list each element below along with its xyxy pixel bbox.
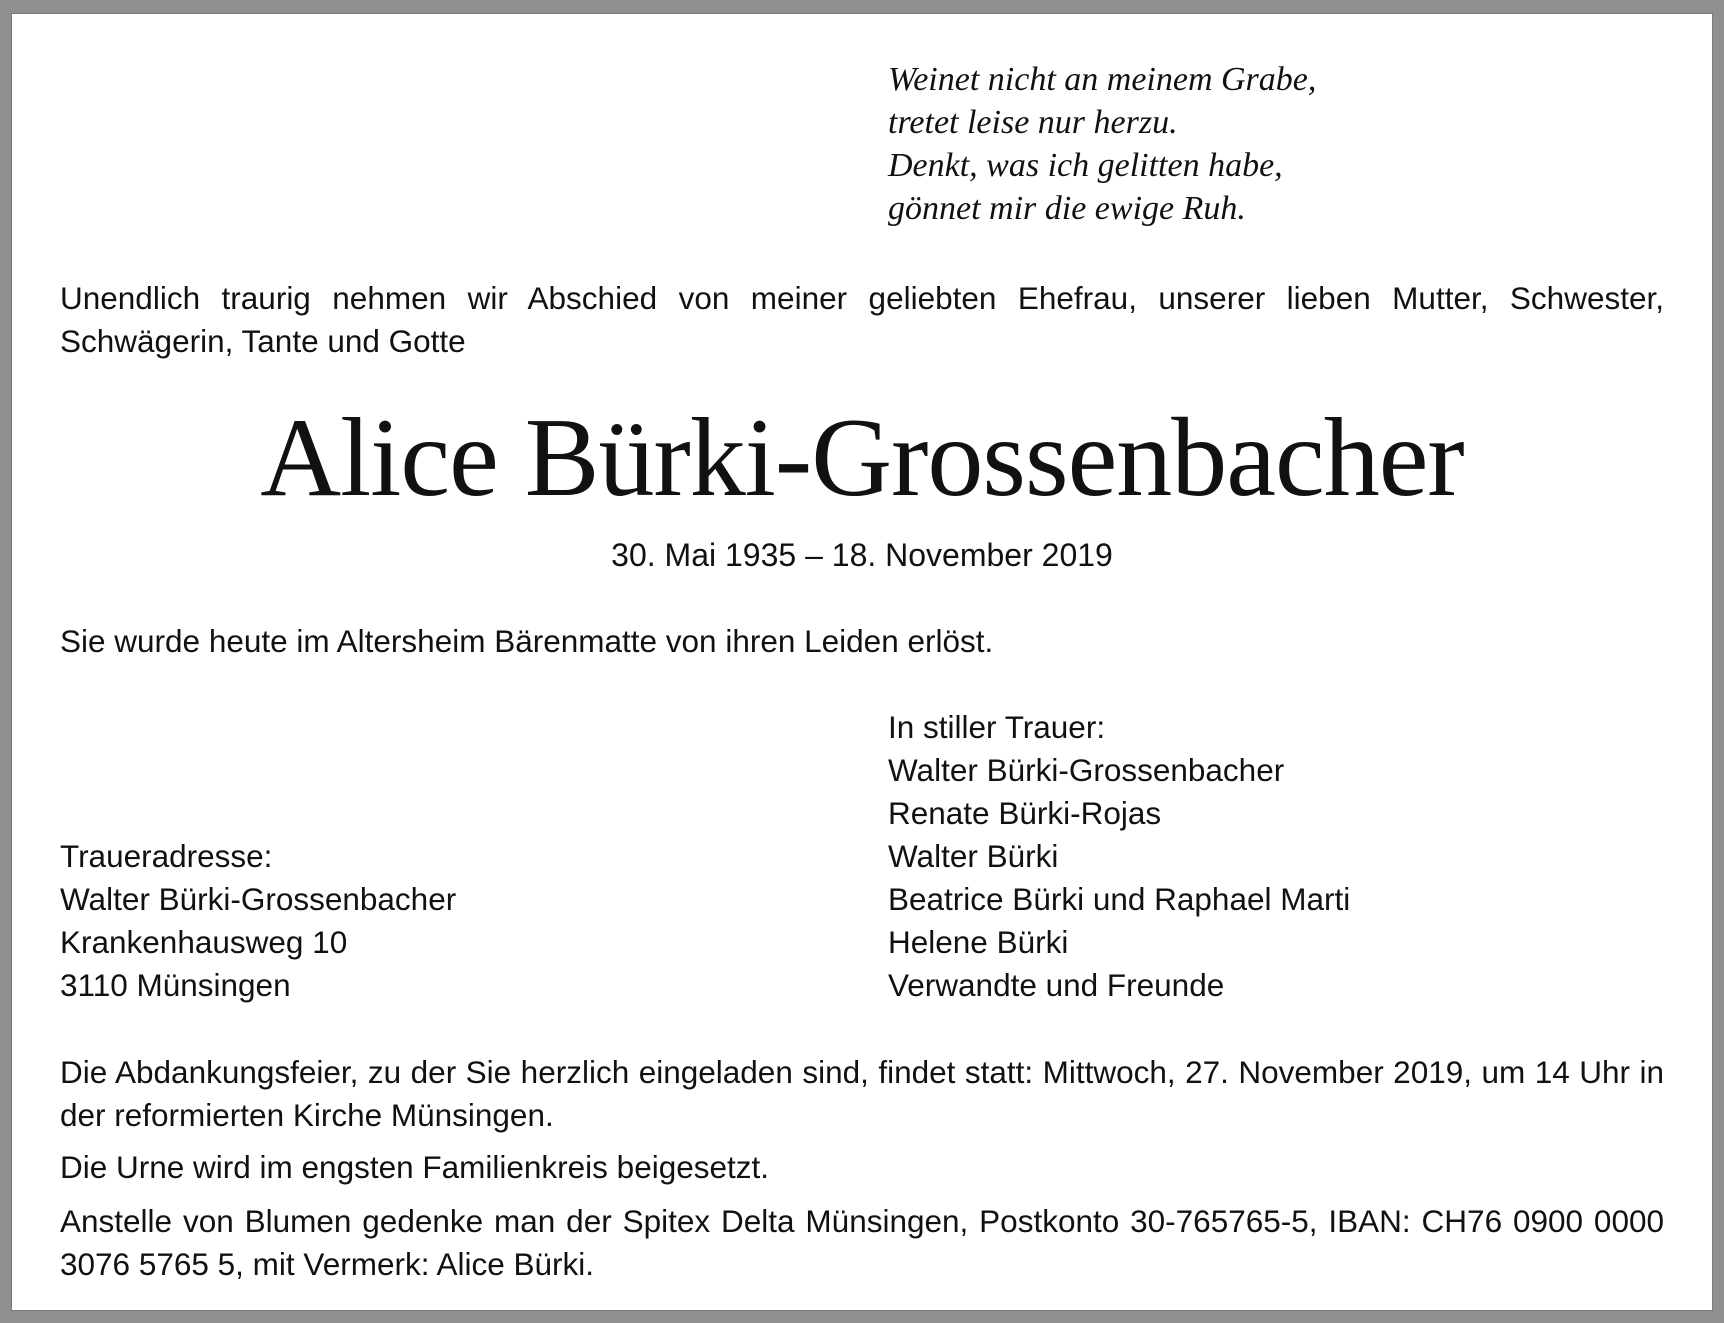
poem-line: Weinet nicht an meinem Grabe,	[888, 61, 1317, 98]
address-name: Walter Bürki-Grossenbacher	[60, 881, 457, 917]
address-city: 3110 Münsingen	[60, 967, 291, 1003]
poem	[888, 58, 1316, 230]
mourner-name: Verwandte und Freunde	[888, 967, 1225, 1003]
obituary-page	[12, 14, 1712, 1310]
mourner-name: Walter Bürki	[888, 838, 1059, 874]
mourning-address	[60, 835, 456, 1007]
address-street: Krankenhausweg 10	[60, 924, 348, 960]
poem-line: tretet leise nur herzu.	[888, 104, 1178, 141]
donation-text: Anstelle von Blumen gedenke man der Spitex Delta Münsingen, Postkonto 30-765765-5, IBAN: CH76 0900 0000 3076 5765 5, mit Vermerk: Alice Bürki.	[60, 1203, 1664, 1282]
poem-line: Denkt, was ich gelitten habe,	[888, 147, 1283, 184]
service-text: Die Abdankungsfeier, zu der Sie herzlich eingeladen sind, findet statt: Mittwoch, 27. November 2019, um 14 Uhr in der reformierten Kirche Münsingen.	[60, 1054, 1664, 1133]
mourners-heading: In stiller Trauer:	[888, 709, 1106, 745]
deceased-name: Alice Bürki-Grossenbacher	[260, 396, 1464, 520]
mourner-name: Helene Bürki	[888, 924, 1069, 960]
intro-text: Unendlich traurig nehmen wir Abschied von meiner geliebten Ehefrau, unserer lieben Mutter, Schwester, Schwägerin, Tante und Gotte	[60, 280, 1664, 359]
mourner-name: Walter Bürki-Grossenbacher	[888, 752, 1285, 788]
mourners-list	[888, 706, 1350, 1007]
released-text: Sie wurde heute im Altersheim Bärenmatte von ihren Leiden erlöst.	[60, 623, 994, 659]
address-heading: Traueradresse:	[60, 838, 273, 874]
mourner-name: Beatrice Bürki und Raphael Marti	[888, 881, 1351, 917]
life-dates: 30. Mai 1935 – 18. November 2019	[611, 537, 1113, 573]
urn-text: Die Urne wird im engsten Familienkreis beigesetzt.	[60, 1149, 770, 1185]
poem-line: gönnet mir die ewige Ruh.	[888, 190, 1246, 227]
mourner-name: Renate Bürki-Rojas	[888, 795, 1162, 831]
